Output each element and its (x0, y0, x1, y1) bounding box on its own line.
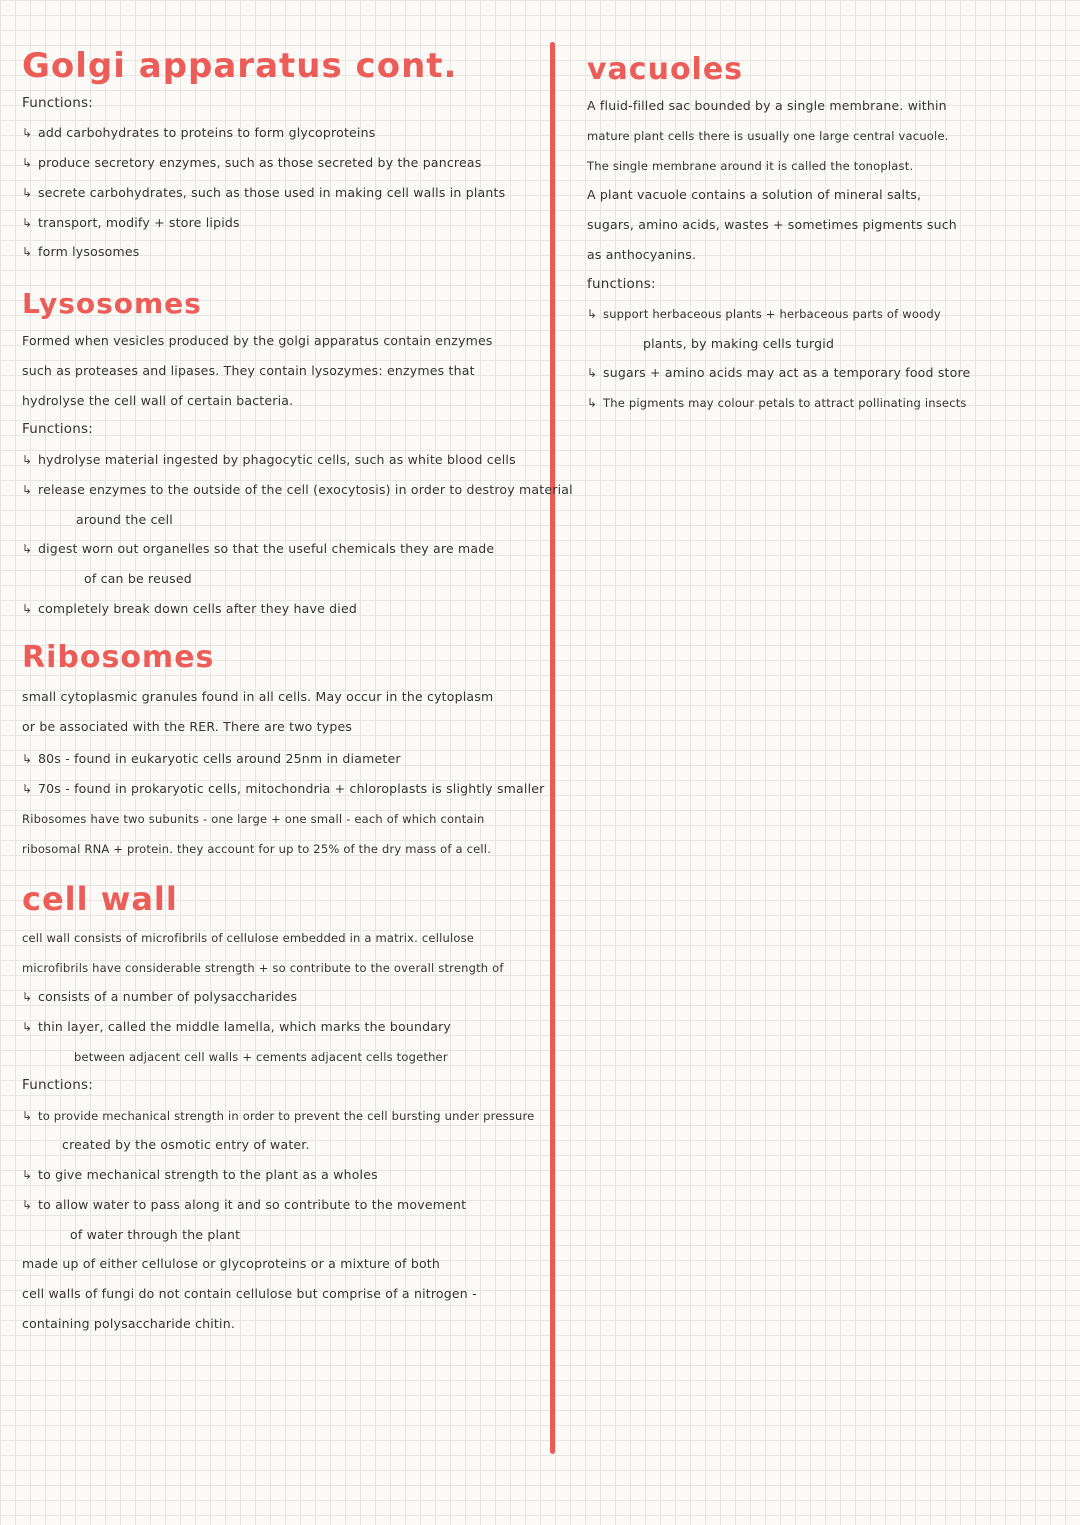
cell-wall-function-continuation: of water through the plant (70, 1227, 241, 1242)
vacuoles-text-line: A fluid-filled sac bounded by a single membrane. within (587, 98, 947, 113)
cell-wall-text-line: cell wall consists of microfibrils of cellulose embedded in a matrix. cellulose (22, 931, 475, 945)
return-arrow-icon: ↳ (22, 542, 33, 556)
cell-wall-text2-line: made up of either cellulose or glycoproteins or a mixture of both (22, 1256, 441, 1271)
lysosomes-text-line: hydrolyse the cell wall of certain bacteria. (22, 393, 294, 408)
lysosomes-item: ↳ hydrolyse material ingested by phagocytic cells, such as white blood cells (22, 452, 516, 467)
ribosomes-text-line: small cytoplasmic granules found in all cells. May occur in the cytoplasm (22, 689, 494, 704)
return-arrow-icon: ↳ (22, 216, 33, 230)
lysosomes-functions-label: Functions: (22, 421, 94, 437)
return-arrow-icon: ↳ (22, 782, 33, 796)
lysosomes-text-line: such as proteases and lipases. They contain lysozymes: enzymes that (22, 363, 475, 378)
cell-wall-function: ↳ to allow water to pass along it and so contribute to the movement (22, 1197, 467, 1212)
lysosomes-text-line: Formed when vesicles produced by the golgi apparatus contain enzymes (22, 333, 493, 348)
return-arrow-icon: ↳ (22, 752, 33, 766)
cell-wall-functions-label: Functions: (22, 1077, 94, 1093)
vacuoles-item: ↳ The pigments may colour petals to attract pollinating insects (587, 396, 967, 410)
return-arrow-icon: ↳ (22, 156, 33, 170)
lysosomes-item: ↳ digest worn out organelles so that the useful chemicals they are made (22, 541, 495, 556)
return-arrow-icon: ↳ (22, 453, 33, 467)
vacuoles-text-line: sugars, amino acids, wastes + sometimes pigments such (587, 217, 957, 232)
return-arrow-icon: ↳ (22, 186, 33, 200)
return-arrow-icon: ↳ (587, 366, 598, 380)
return-arrow-icon: ↳ (22, 1198, 33, 1212)
cell-wall-function: ↳ to give mechanical strength to the plant as a wholes (22, 1167, 378, 1182)
golgi-item: ↳ add carbohydrates to proteins to form glycoproteins (22, 125, 376, 140)
return-arrow-icon: ↳ (22, 1168, 33, 1182)
vacuoles-item: ↳ support herbaceous plants + herbaceous parts of woody (587, 307, 941, 321)
lysosomes-item: ↳ completely break down cells after they have died (22, 601, 357, 616)
ribosomes-item: ↳ 80s - found in eukaryotic cells around 25nm in diameter (22, 751, 401, 766)
vacuoles-text-line: as anthocyanins. (587, 247, 697, 262)
golgi-item: ↳ secrete carbohydrates, such as those used in making cell walls in plants (22, 185, 506, 200)
cell-wall-title: cell wall (22, 880, 178, 918)
return-arrow-icon: ↳ (22, 1020, 33, 1034)
return-arrow-icon: ↳ (22, 990, 33, 1004)
return-arrow-icon: ↳ (22, 483, 33, 497)
vacuoles-text-line: The single membrane around it is called the tonoplast. (587, 159, 914, 173)
ribosomes-text2-line: ribosomal RNA + protein. they account for up to 25% of the dry mass of a cell. (22, 842, 492, 856)
cell-wall-text-line: microfibrils have considerable strength + so contribute to the overall strength of (22, 961, 504, 975)
lysosomes-item-continuation: around the cell (76, 512, 173, 527)
vacuoles-item: ↳ sugars + amino acids may act as a temporary food store (587, 365, 971, 380)
return-arrow-icon: ↳ (587, 396, 598, 410)
return-arrow-icon: ↳ (22, 245, 33, 259)
cell-wall-item: ↳ consists of a number of polysaccharides (22, 989, 298, 1004)
golgi-functions-label: Functions: (22, 95, 94, 111)
vacuoles-item-continuation: plants, by making cells turgid (643, 336, 835, 351)
cell-wall-text2-line: containing polysaccharide chitin. (22, 1316, 236, 1331)
return-arrow-icon: ↳ (22, 126, 33, 140)
return-arrow-icon: ↳ (22, 1109, 33, 1123)
vacuoles-text-line: A plant vacuole contains a solution of mineral salts, (587, 187, 922, 202)
ribosomes-text-line: or be associated with the RER. There are two types (22, 719, 353, 734)
golgi-item: ↳ produce secretory enzymes, such as those secreted by the pancreas (22, 155, 482, 170)
cell-wall-function-continuation: created by the osmotic entry of water. (62, 1137, 310, 1152)
cell-wall-item-continuation: between adjacent cell walls + cements adjacent cells together (74, 1050, 448, 1064)
cell-wall-text2-line: cell walls of fungi do not contain cellulose but comprise of a nitrogen - (22, 1286, 477, 1301)
cell-wall-function: ↳ to provide mechanical strength in order to prevent the cell bursting under pressure (22, 1109, 535, 1123)
vacuoles-functions-label: functions: (587, 276, 656, 292)
column-divider (550, 42, 555, 1454)
vacuoles-text-line: mature plant cells there is usually one large central vacuole. (587, 129, 949, 143)
golgi-item: ↳ transport, modify + store lipids (22, 215, 240, 230)
golgi-title: Golgi apparatus cont. (22, 46, 458, 86)
ribosomes-title: Ribosomes (22, 640, 215, 675)
vacuoles-title: vacuoles (587, 52, 744, 87)
return-arrow-icon: ↳ (587, 307, 598, 321)
golgi-item: ↳ form lysosomes (22, 244, 140, 259)
return-arrow-icon: ↳ (22, 602, 33, 616)
ribosomes-text2-line: Ribosomes have two subunits - one large + one small - each of which contain (22, 812, 485, 826)
cell-wall-item: ↳ thin layer, called the middle lamella, which marks the boundary (22, 1019, 452, 1034)
lysosomes-item-continuation: of can be reused (84, 571, 192, 586)
lysosomes-title: Lysosomes (22, 287, 202, 320)
lysosomes-item: ↳ release enzymes to the outside of the cell (exocytosis) in order to destroy material (22, 482, 573, 497)
ribosomes-item: ↳ 70s - found in prokaryotic cells, mitochondria + chloroplasts is slightly smaller (22, 781, 545, 796)
